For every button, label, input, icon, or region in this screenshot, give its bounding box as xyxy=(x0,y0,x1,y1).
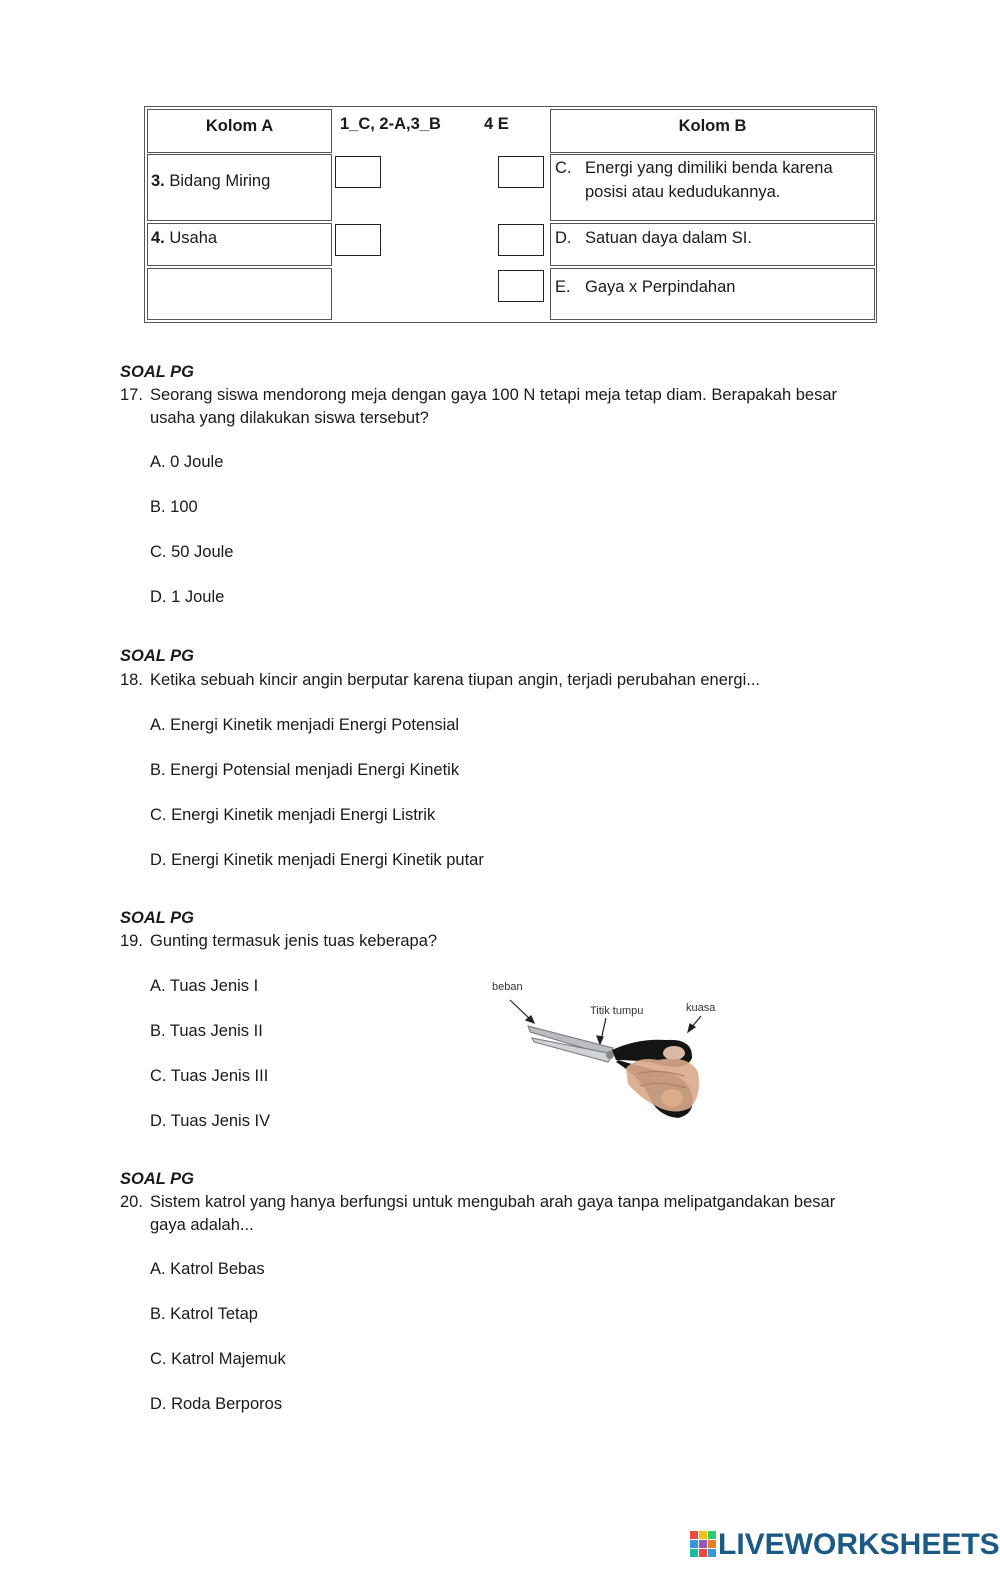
label-beban: beban xyxy=(492,981,523,993)
q19-option-a[interactable]: A. Tuas Jenis I xyxy=(150,977,259,995)
q17-option-b[interactable]: B. 100 xyxy=(150,498,198,516)
q17-option-a[interactable]: A. 0 Joule xyxy=(150,453,224,471)
question-20-number: 20. xyxy=(120,1193,143,1211)
header-kolom-b-label: Kolom B xyxy=(678,117,747,135)
logo-squares-icon xyxy=(690,1531,716,1557)
q19-option-c[interactable]: C. Tuas Jenis III xyxy=(150,1067,269,1085)
logo-text: LIVEWORKSHEETS xyxy=(718,1528,1000,1561)
scissors-lever-figure xyxy=(488,976,728,1136)
section-label-q20: SOAL PG xyxy=(120,1170,194,1188)
question-17-text: Seorang siswa mendorong meja dengan gaya 100 N tetapi meja tetap diam. Berapakah besar usaha yang dilakukan siswa tersebut? xyxy=(150,386,838,427)
q18-option-c[interactable]: C. Energi Kinetik menjadi Energi Listrik xyxy=(150,806,436,824)
row-2-number: 4. xyxy=(151,229,165,247)
label-kuasa: kuasa xyxy=(686,1002,716,1014)
question-19-number: 19. xyxy=(120,932,143,950)
q18-option-a[interactable]: A. Energi Kinetik menjadi Energi Potensial xyxy=(150,716,460,734)
answer-box-right-2[interactable] xyxy=(498,224,544,256)
header-answer-key: 1_C, 2-A,3_B xyxy=(340,115,441,133)
question-18-text: Ketika sebuah kincir angin berputar karena tiupan angin, terjadi perubahan energi... xyxy=(150,671,760,689)
question-17-number: 17. xyxy=(120,386,143,404)
q18-option-b[interactable]: B. Energi Potensial menjadi Energi Kinetik xyxy=(150,761,460,779)
kolom-b-row-1 xyxy=(550,154,875,221)
header-kolom-b xyxy=(550,109,875,153)
answer-box-left-2[interactable] xyxy=(335,224,381,256)
q20-option-c[interactable]: C. Katrol Majemuk xyxy=(150,1350,286,1368)
scissors-icon xyxy=(528,1026,699,1118)
row-2-letter: D. xyxy=(555,229,572,247)
row-3-letter: E. xyxy=(555,278,571,296)
answer-box-left-1[interactable] xyxy=(335,156,381,188)
section-label-q19: SOAL PG xyxy=(120,909,194,927)
question-18-number: 18. xyxy=(120,671,143,689)
q17-option-d[interactable]: D. 1 Joule xyxy=(150,588,225,606)
kolom-a-row-3 xyxy=(147,268,332,320)
row-1-number: 3. xyxy=(151,172,165,190)
answer-box-right-3[interactable] xyxy=(498,270,544,302)
header-answer-key-2: 4 E xyxy=(484,115,509,133)
q20-option-b[interactable]: B. Katrol Tetap xyxy=(150,1305,258,1323)
section-label-q17: SOAL PG xyxy=(120,363,194,381)
q18-option-d[interactable]: D. Energi Kinetik menjadi Energi Kinetik putar xyxy=(150,851,484,869)
header-kolom-a-label: Kolom A xyxy=(205,117,274,135)
question-20-text: Sistem katrol yang hanya berfungsi untuk mengubah arah gaya tanpa melipatgandakan besar gaya adalah... xyxy=(150,1193,836,1234)
q19-option-d[interactable]: D. Tuas Jenis IV xyxy=(150,1112,271,1130)
q19-option-b[interactable]: B. Tuas Jenis II xyxy=(150,1022,263,1040)
section-label-q18: SOAL PG xyxy=(120,647,194,665)
matching-table xyxy=(144,106,877,323)
row-3-text: Gaya x Perpindahan xyxy=(585,278,736,296)
label-titik-tumpu: Titik tumpu xyxy=(590,1005,644,1017)
kolom-b-row-2 xyxy=(550,223,875,266)
header-kolom-a xyxy=(147,109,332,153)
q20-option-d[interactable]: D. Roda Berporos xyxy=(150,1395,283,1413)
answer-box-right-1[interactable] xyxy=(498,156,544,188)
kolom-a-row-1 xyxy=(147,154,332,221)
row-1-text: Energi yang dimiliki benda karena posisi atau kedudukannya. xyxy=(585,159,833,201)
kolom-b-row-3 xyxy=(550,268,875,320)
kolom-a-row-2 xyxy=(147,223,332,266)
row-2-label: Usaha xyxy=(169,229,218,247)
row-2-text: Satuan daya dalam SI. xyxy=(585,229,752,247)
q20-option-a[interactable]: A. Katrol Bebas xyxy=(150,1260,265,1278)
q17-option-c[interactable]: C. 50 Joule xyxy=(150,543,234,561)
row-1-label: Bidang Miring xyxy=(169,172,271,190)
row-1-letter: C. xyxy=(555,159,572,177)
question-19-text: Gunting termasuk jenis tuas keberapa? xyxy=(150,932,438,950)
